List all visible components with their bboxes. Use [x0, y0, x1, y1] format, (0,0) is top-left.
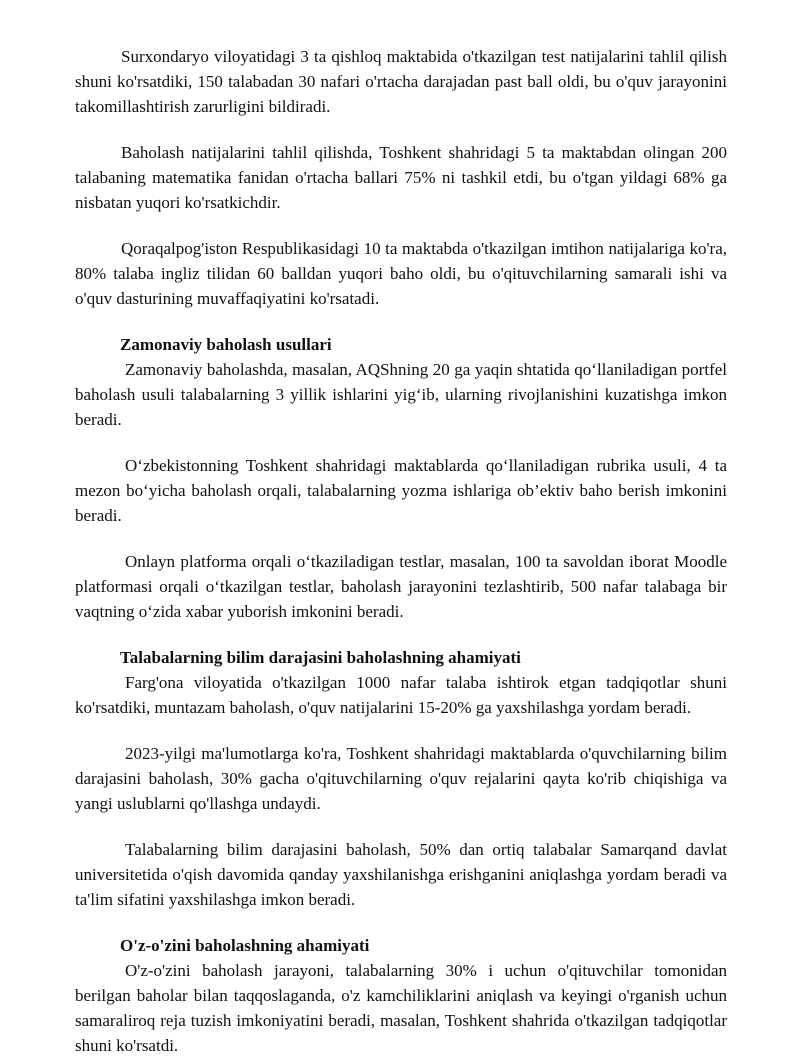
paragraph: O'z-o'zini baholash jarayoni, talabalarning 30% i uchun o'qituvchilar tomonidan berilgan baholar bilan taqqoslaganda, o'z kamchiliklarini aniqlash va keyingi o'rganish uchun samaraliroq reja tuzish imkoniyatini beradi, masalan, Toshkent shahrida o'tkazilgan tadqiqotlar shuni ko'rsatdi.	[75, 961, 727, 1055]
section-heading: O'z-o'zini baholashning ahamiyati	[120, 936, 370, 955]
document-page	[75, 44, 727, 1058]
section-heading: Zamonaviy baholash usullari	[120, 335, 332, 354]
paragraph: Baholash natijalarini tahlil qilishda, Toshkent shahridagi 5 ta maktabdan olingan 200 talabaning matematika fanidan o'rtacha ballari 75% ni tashkil etdi, bu o'tgan yildagi 68% ga nisbatan yuqori ko'rsatkichdir.	[75, 143, 727, 212]
section-heading: Talabalarning bilim darajasini baholashning ahamiyati	[120, 648, 521, 667]
paragraph: Farg'ona viloyatida o'tkazilgan 1000 nafar talaba ishtirok etgan tadqiqotlar shuni ko'rsatdiki, muntazam baholash, o'quv natijalarini 15-20% ga yaxshilashga yordam beradi.	[75, 673, 727, 717]
paragraph: O‘zbekistonning Toshkent shahridagi maktablarda qo‘llaniladigan rubrika usuli, 4 ta mezon bo‘yicha baholash orqali, talabalarning yozma ishlariga ob’ektiv baho berish imkonini beradi.	[75, 456, 727, 525]
paragraph: Talabalarning bilim darajasini baholash, 50% dan ortiq talabalar Samarqand davlat universitetida o'qish davomida qanday yaxshilanishga erishganini aniqlashga yordam beradi va ta'lim sifatini yaxshilashga imkon beradi.	[75, 840, 727, 909]
paragraph: Onlayn platforma orqali o‘tkaziladigan testlar, masalan, 100 ta savoldan iborat Moodle platformasi orqali o‘tkazilgan testlar, baholash jarayonini tezlashtirib, 500 nafar talabaga bir vaqtning o‘zida xabar yuborish imkonini beradi.	[75, 552, 727, 621]
paragraph: 2023-yilgi ma'lumotlarga ko'ra, Toshkent shahridagi maktablarda o'quvchilarning bilim darajasini baholash, 30% gacha o'qituvchilarning o'quv rejalarini qayta ko'rib chiqishiga va yangi uslublarni qo'llashga undaydi.	[75, 744, 727, 813]
paragraph: Zamonaviy baholashda, masalan, AQShning 20 ga yaqin shtatida qo‘llaniladigan portfel baholash usuli talabalarning 3 yillik ishlarini yig‘ib, ularning rivojlanishini kuzatishga imkon beradi.	[75, 360, 727, 429]
paragraph: Surxondaryo viloyatidagi 3 ta qishloq maktabida o'tkazilgan test natijalarini tahlil qilish shuni ko'rsatdiki, 150 talabadan 30 nafari o'rtacha darajadan past ball oldi, bu o'quv jarayonini takomillashtirish zarurligini bildiradi.	[75, 47, 727, 116]
paragraph: Qoraqalpog'iston Respublikasidagi 10 ta maktabda o'tkazilgan imtihon natijalariga ko'ra, 80% talaba ingliz tilidan 60 balldan yuqori baho oldi, bu o'qituvchilarning samarali ishi va o'quv dasturining muvaffaqiyatini ko'rsatadi.	[75, 239, 727, 308]
